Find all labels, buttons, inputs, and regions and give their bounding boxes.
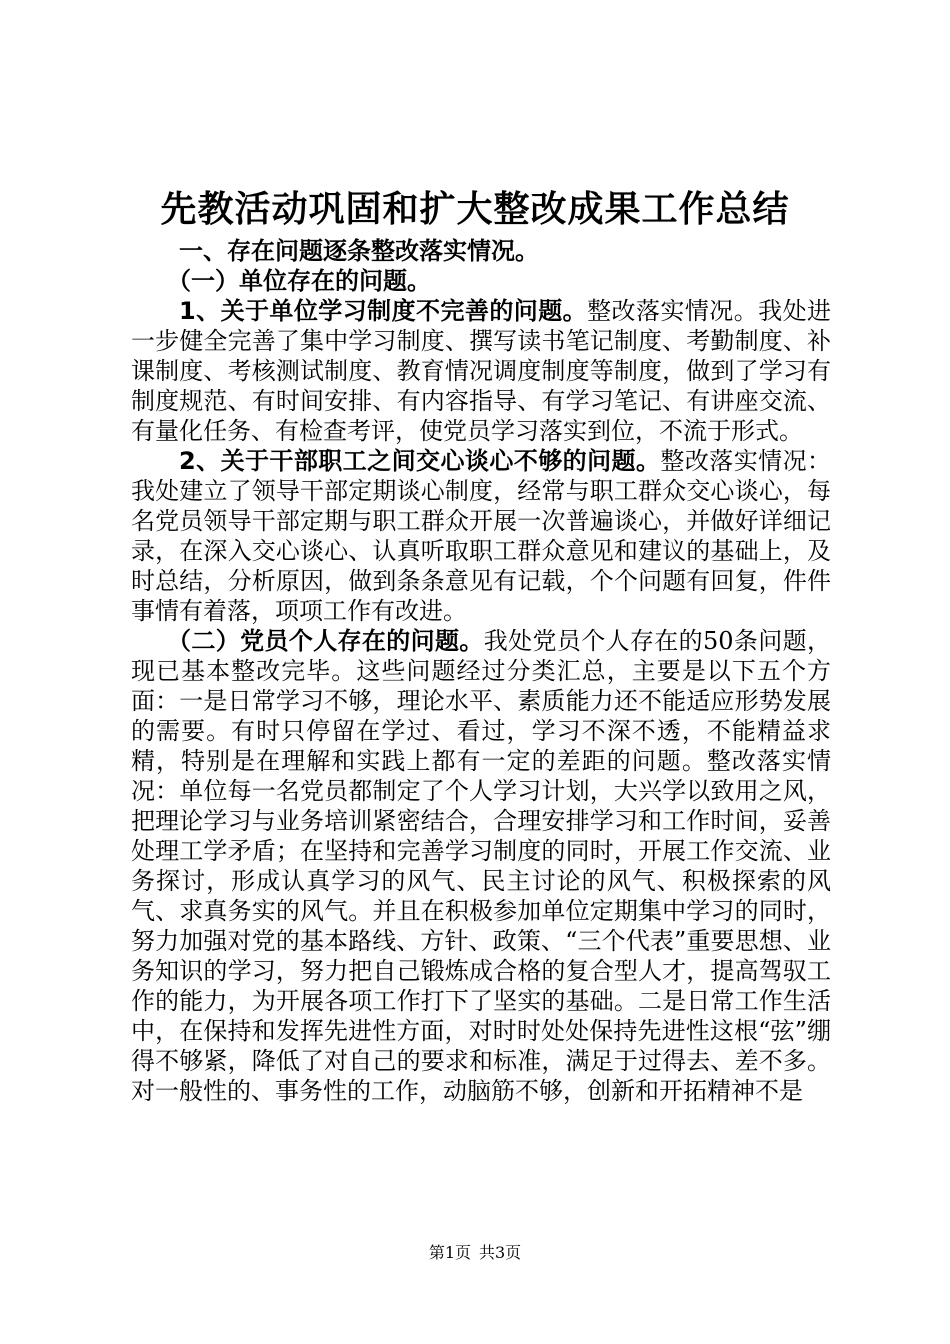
item-2-text: 整改落实情况：我处建立了领导干部定期谈心制度，经常与职工群众交心谈心，每名党员领导干部定期与职工群众开展一次普遍谈心，并做好详细记录，在深入交心谈心、认真听取职工群众意见和建议的基础上，及时总结，分析原因，做到条条意见有记载，个个问题有回复，件件事情有着落，项项工作有改进。 xyxy=(131,447,831,625)
section-heading-text: 一、存在问题逐条整改落实情况。 xyxy=(179,237,539,265)
page-number: 第1页 xyxy=(428,1243,471,1262)
document-body xyxy=(131,236,831,1106)
subsection-2-text: 我处党员个人存在的50条问题，现已基本整改完毕。这些问题经过分类汇总，主要是以下五个方面：一是日常学习不够，理论水平、素质能力还不能适应形势发展的需要。有时只停留在学过、看过，学习不深不透，不能精益求精，特别是在理解和实践上都有一定的差距的问题。整改落实情况：单位每一名党员都制定了个人学习计划，大兴学以致用之风，把理论学习与业务培训紧密结合，合理安排学习和工作时间，妥善处理工学矛盾；在坚持和完善学习制度的同时，开展工作交流、业务探讨，形成认真学习的风气、民主讨论的风气、积极探索的风气、求真务实的风气。并且在积极参加单位定期集中学习的同时，努力加强对党的基本路线、方针、政策、“三个代表”重要思想、业务知识的学习，努力把自己锻炼成合格的复合型人才，提高驾驭工作的能力，为开展各项工作打下了坚实的基础。二是日常工作生活中，在保持和发挥先进性方面，对时时处处保持先进性这根“弦”绷得不够紧，降低了对自己的要求和标准，满足于过得去、差不多。对一般性的、事务性的工作，动脑筋不够，创新和开拓精神不是 xyxy=(131,627,831,1105)
item-2-heading: 2、关于干部职工之间交心谈心不够的问题。 xyxy=(179,447,661,475)
section-heading xyxy=(131,236,831,266)
paragraph-item-1 xyxy=(131,296,831,446)
document-title: 先教活动巩固和扩大整改成果工作总结 xyxy=(160,188,790,230)
item-1-heading: 1、关于单位学习制度不完善的问题。 xyxy=(179,297,588,325)
page-footer xyxy=(0,1243,950,1263)
paragraph-item-2 xyxy=(131,446,831,626)
subsection-2-heading: （二）党员个人存在的问题。 xyxy=(167,627,484,655)
subsection-heading-text: （一）单位存在的问题。 xyxy=(167,267,431,295)
paragraph-subsection-2 xyxy=(131,626,831,1106)
page-total: 共3页 xyxy=(479,1243,522,1262)
item-1-text: 整改落实情况。我处进一步健全完善了集中学习制度、撰写读书笔记制度、考勤制度、补课制度、考核测试制度、教育情况调度制度等制度，做到了学习有制度规范、有时间安排、有内容指导、有学习笔记、有讲座交流、有量化任务、有检查考评，使党员学习落实到位，不流于形式。 xyxy=(131,297,832,445)
subsection-heading xyxy=(131,266,831,296)
